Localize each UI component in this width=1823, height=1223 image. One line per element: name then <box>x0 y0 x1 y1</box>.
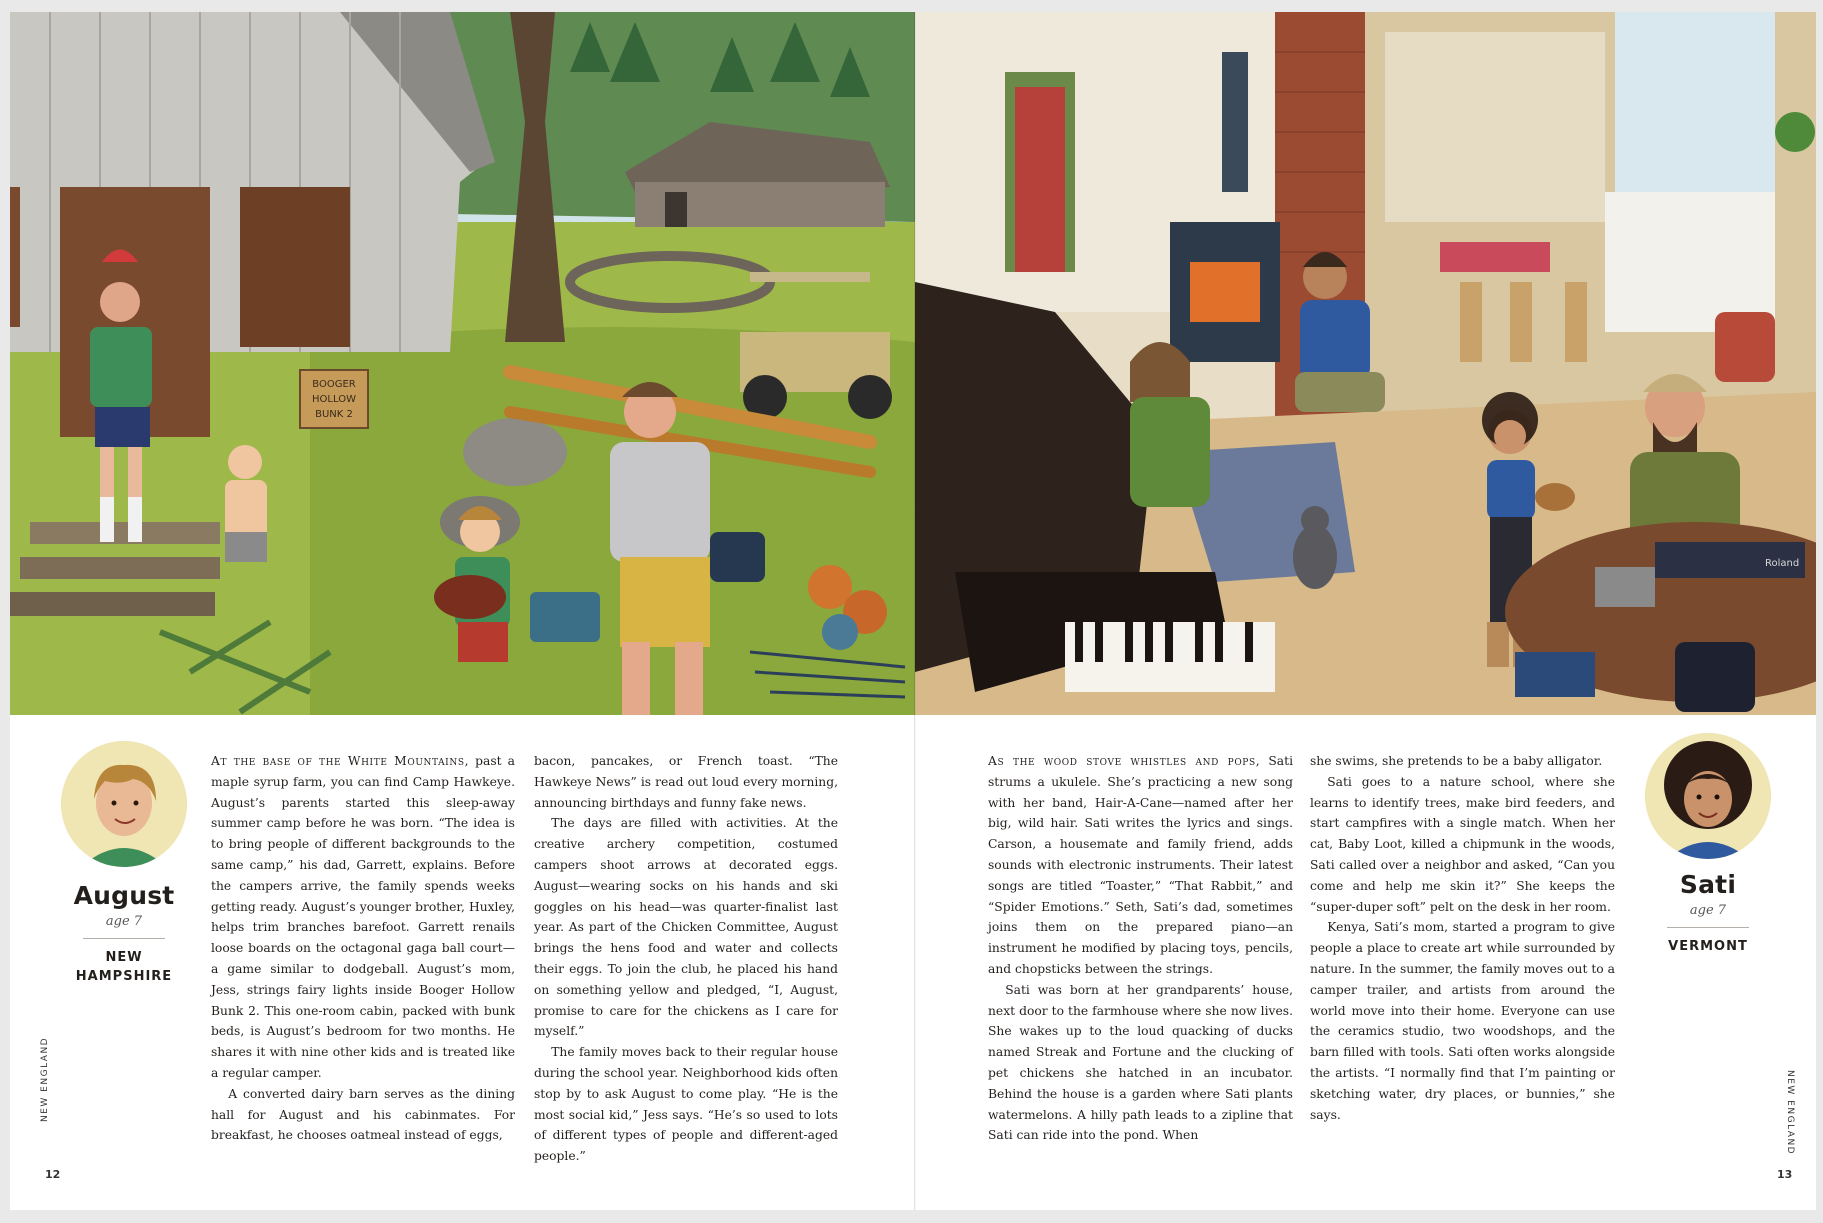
farmhouse-scene-art <box>915 12 1816 715</box>
camp-illustration <box>10 12 915 715</box>
august-article-column-1 <box>211 751 515 1146</box>
sati-article-column-2 <box>1310 751 1615 1125</box>
right-page <box>915 12 1816 1210</box>
page-number: 12 <box>45 1168 61 1181</box>
august-portrait <box>61 741 187 867</box>
farmhouse-illustration <box>915 12 1816 715</box>
august-state <box>50 948 198 986</box>
article-paragraph <box>211 751 515 1084</box>
august-age: age 7 <box>105 914 143 929</box>
article-paragraph-text: Sati strums a ukulele. She’s practicing a new song with her band, Hair-A-Cane—named after her big, wild hair. Sati writes the lyrics and sings. Carson, a housemate and family friend, adds sounds with electronic instruments. Their latest songs are titled “Toaster,” “That Rabbit,” and “Spider Emotions.” Seth, Sati’s dad, sometimes joins them on the prepared piano—an instrument he modified by placing toys, pencils, and chopsticks between the strings. <box>988 754 1293 976</box>
article-paragraph: she swims, she pretends to be a baby alligator. <box>1310 754 1603 768</box>
article-paragraph-text: past a maple syrup farm, you can find Camp Hawkeye. August’s parents started this sleep-away summer camp before he was born. “The idea is to bring people of different backgrounds to the same camp,” his dad, Garrett, explains. Before the campers arrive, the family spends weeks getting ready. August’s younger brother, Huxley, helps trim branches barefoot. Garrett renails loose boards on the octagonal gaga ball court—a game similar to dodgeball. August’s mom, Jess, strings fairy lights inside Booger Hollow Bunk 2. This one-room cabin, packed with bunk beds, is August’s bedroom for two months. He shares it with nine other kids and is treated like a regular camper. <box>211 754 515 1080</box>
article-paragraph <box>988 751 1293 980</box>
section-label: NEW ENGLAND <box>1785 1070 1795 1156</box>
section-label: NEW ENGLAND <box>40 1036 50 1122</box>
august-name: August <box>73 881 175 910</box>
article-paragraph: The family moves back to their regular house during the school year. Neighborhood kids often stop by to ask August to come play. “He is the most social kid,” Jess says. “He’s so used to lots of different types of people and different-aged people.” <box>534 1045 838 1164</box>
article-paragraph: A converted dairy barn serves as the dining hall for August and his cabinmates. For breakfast, he chooses oatmeal instead of eggs, <box>211 1086 515 1143</box>
article-lead-in: At the base of the White Mountains, <box>211 754 470 768</box>
article-paragraph: Sati goes to a nature school, where she learns to identify trees, make bird feeders, and start campfires with a single match. When her cat, Baby Loot, killed a chipmunk in the woods, Sati called over a neighbor and asked, “Can you come and help me skin it?” She keeps the “super-duper soft” pelt on the desk in her room. <box>1310 774 1615 914</box>
cabin-sign-line3: BUNK 2 <box>315 409 353 420</box>
profile-divider <box>1667 927 1749 928</box>
sati-age: age 7 <box>1689 903 1727 918</box>
august-state-line1: NEW <box>105 950 143 965</box>
cabin-sign-line1: BOOGER <box>312 379 356 390</box>
article-paragraph: Kenya, Sati’s mom, started a program to give people a place to create art while surrounded by nature. In the summer, the family moves out to a camper trailer, and artists from around the world move into their home. Everyone can use the ceramics studio, two woodshops, and the barn filled with tools. Sati often works alongside the artists. “I normally find that I’m painting or sketching water, dry places, or bunnies,” she says. <box>1310 920 1615 1122</box>
article-paragraph: The days are filled with activities. At the creative archery competition, costumed campers shoot arrows at decorated eggs. August—wearing socks on his hands and ski goggles on his head—was quarter-finalist last year. As part of the Chicken Committee, August brings the hens food and water and collects their eggs. To join the club, he placed his hand on something yellow and pledged, “I, August, promise to care for the chickens as I care for myself.” <box>534 816 838 1039</box>
sati-portrait-art <box>1645 733 1771 859</box>
sati-state-line1: VERMONT <box>1668 939 1748 954</box>
spread-gutter <box>914 12 916 1210</box>
article-paragraph: bacon, pancakes, or French toast. “The Hawkeye News” is read out loud every morning, announcing birthdays and funny fake news. <box>534 754 838 810</box>
august-profile <box>50 741 198 986</box>
left-page <box>10 12 915 1210</box>
sati-name: Sati <box>1679 870 1737 899</box>
sati-portrait <box>1645 733 1771 859</box>
keyboard-brand-label: Roland <box>1765 558 1800 569</box>
sati-profile <box>1634 733 1782 956</box>
sati-state <box>1634 937 1782 956</box>
august-portrait-art <box>61 741 187 867</box>
camp-scene-art <box>10 12 915 715</box>
august-state-line2: HAMPSHIRE <box>75 969 173 984</box>
cabin-sign-line2: HOLLOW <box>312 394 356 405</box>
profile-divider <box>83 938 165 939</box>
sati-article-column-1 <box>988 751 1293 1146</box>
article-paragraph: Sati was born at her grandparents’ house, next door to the farmhouse where she now lives. She wakes up to the loud quacking of ducks named Streak and Fortune and the clucking of pet chickens she hatched in an incubator. Behind the house is a garden where Sati plants watermelons. A hilly path leads to a zipline that Sati can ride into the pond. When <box>988 982 1293 1143</box>
page-number: 13 <box>1777 1168 1793 1181</box>
article-lead-in: As the wood stove whistles and pops, <box>988 754 1261 768</box>
august-article-column-2 <box>534 751 838 1167</box>
